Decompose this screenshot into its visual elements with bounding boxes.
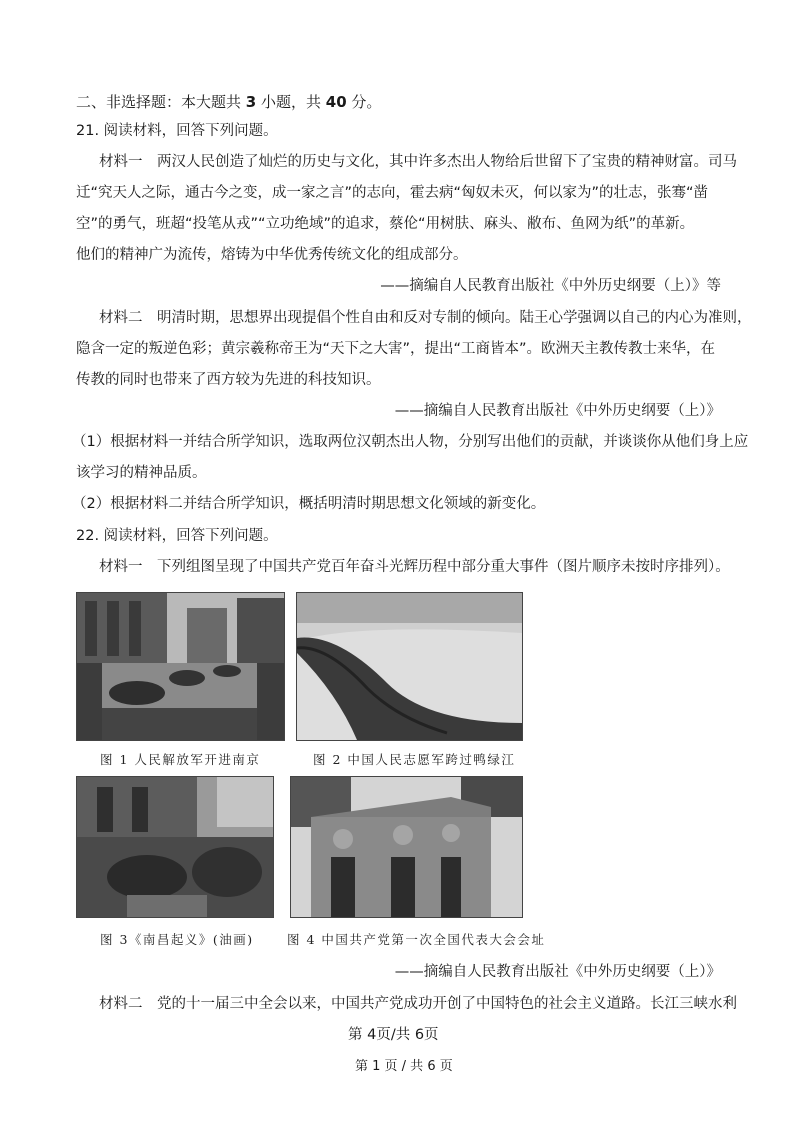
figure1-caption: 图 1 人民解放军开进南京 <box>100 752 261 767</box>
section-middle: 小题，共 <box>256 93 326 111</box>
q21-material1-line: 材料一 两汉人民创造了灿烂的历史与文化，其中许多杰出人物给后世留下了宝贵的精神财富。司马 <box>99 154 737 170</box>
section-question-count: 3 <box>245 93 257 111</box>
figure2-caption: 图 2 中国人民志愿军跨过鸭绿江 <box>313 752 516 767</box>
figure2-photo-yalu-river <box>296 592 523 741</box>
q21-material2-line: 传教的同时也带来了西方较为先进的科技知识。 <box>76 372 381 388</box>
q21-material1-line: 他们的精神广为流传，熔铸为中华优秀传统文化的组成部分。 <box>76 247 468 263</box>
q21-question2: （2）根据材料二并结合所学知识，概括明清时期思想文化领域的新变化。 <box>72 496 546 512</box>
figure4-caption: 图 4 中国共产党第一次全国代表大会会址 <box>287 932 546 947</box>
section-heading <box>76 92 381 112</box>
figure1-photo-nanjing <box>76 592 285 741</box>
q21-material1-line: 空”的勇气，班超“投笔从戎”“立功绝域”的追求，蔡伦“用树肤、麻头、敝布、鱼网为纸”的革新。 <box>76 216 695 232</box>
section-prefix: 二、非选择题：本大题共 <box>76 93 246 111</box>
figure3-photo-nanchang-uprising-painting <box>76 776 274 918</box>
q21-question1-line: 该学习的精神品质。 <box>76 465 207 481</box>
section-score: 40 <box>325 93 347 111</box>
q22-title: 22. 阅读材料，回答下列问题。 <box>76 528 278 544</box>
outer-page-number: 第 1 页 / 共 6 页 <box>355 1059 453 1074</box>
inner-page-number: 第 4页/共 6页 <box>348 1027 439 1043</box>
q21-material2-line: 材料二 明清时期，思想界出现提倡个性自由和反对专制的倾向。陆王心学强调以自己的内心为准则， <box>99 310 752 326</box>
q21-material2-line: 隐含一定的叛逆色彩；黄宗羲称帝王为“天下之大害”，提出“工商皆本”。欧洲天主教传教士来华，在 <box>76 341 716 357</box>
figure3-caption: 图 3《南昌起义》(油画) <box>100 932 254 947</box>
q22-material2-line: 材料二 党的十一届三中全会以来，中国共产党成功开创了中国特色的社会主义道路。长江三峡水利 <box>99 996 737 1012</box>
q21-material1-source: ——摘编自人民教育出版社《中外历史纲要（上）》等 <box>380 278 721 294</box>
q21-material2-source: ——摘编自人民教育出版社《中外历史纲要（上）》 <box>394 403 721 419</box>
q21-question1-line: （1）根据材料一并结合所学知识，选取两位汉朝杰出人物，分别写出他们的贡献，并谈谈你从他们身上应 <box>72 434 749 450</box>
section-suffix: 分。 <box>346 93 382 111</box>
q21-material1-line: 迁“究天人之际，通古今之变，成一家之言”的志向，霍去病“匈奴未灭，何以家为”的壮志，张骞“凿 <box>76 185 709 201</box>
q21-title: 21. 阅读材料，回答下列问题。 <box>76 123 278 139</box>
figure4-photo-first-congress-site <box>290 776 523 918</box>
q22-material1-line: 材料一 下列组图呈现了中国共产党百年奋斗光辉历程中部分重大事件（图片顺序未按时序排列）。 <box>99 559 730 575</box>
q22-material1-source: ——摘编自人民教育出版社《中外历史纲要（上）》 <box>394 964 721 980</box>
